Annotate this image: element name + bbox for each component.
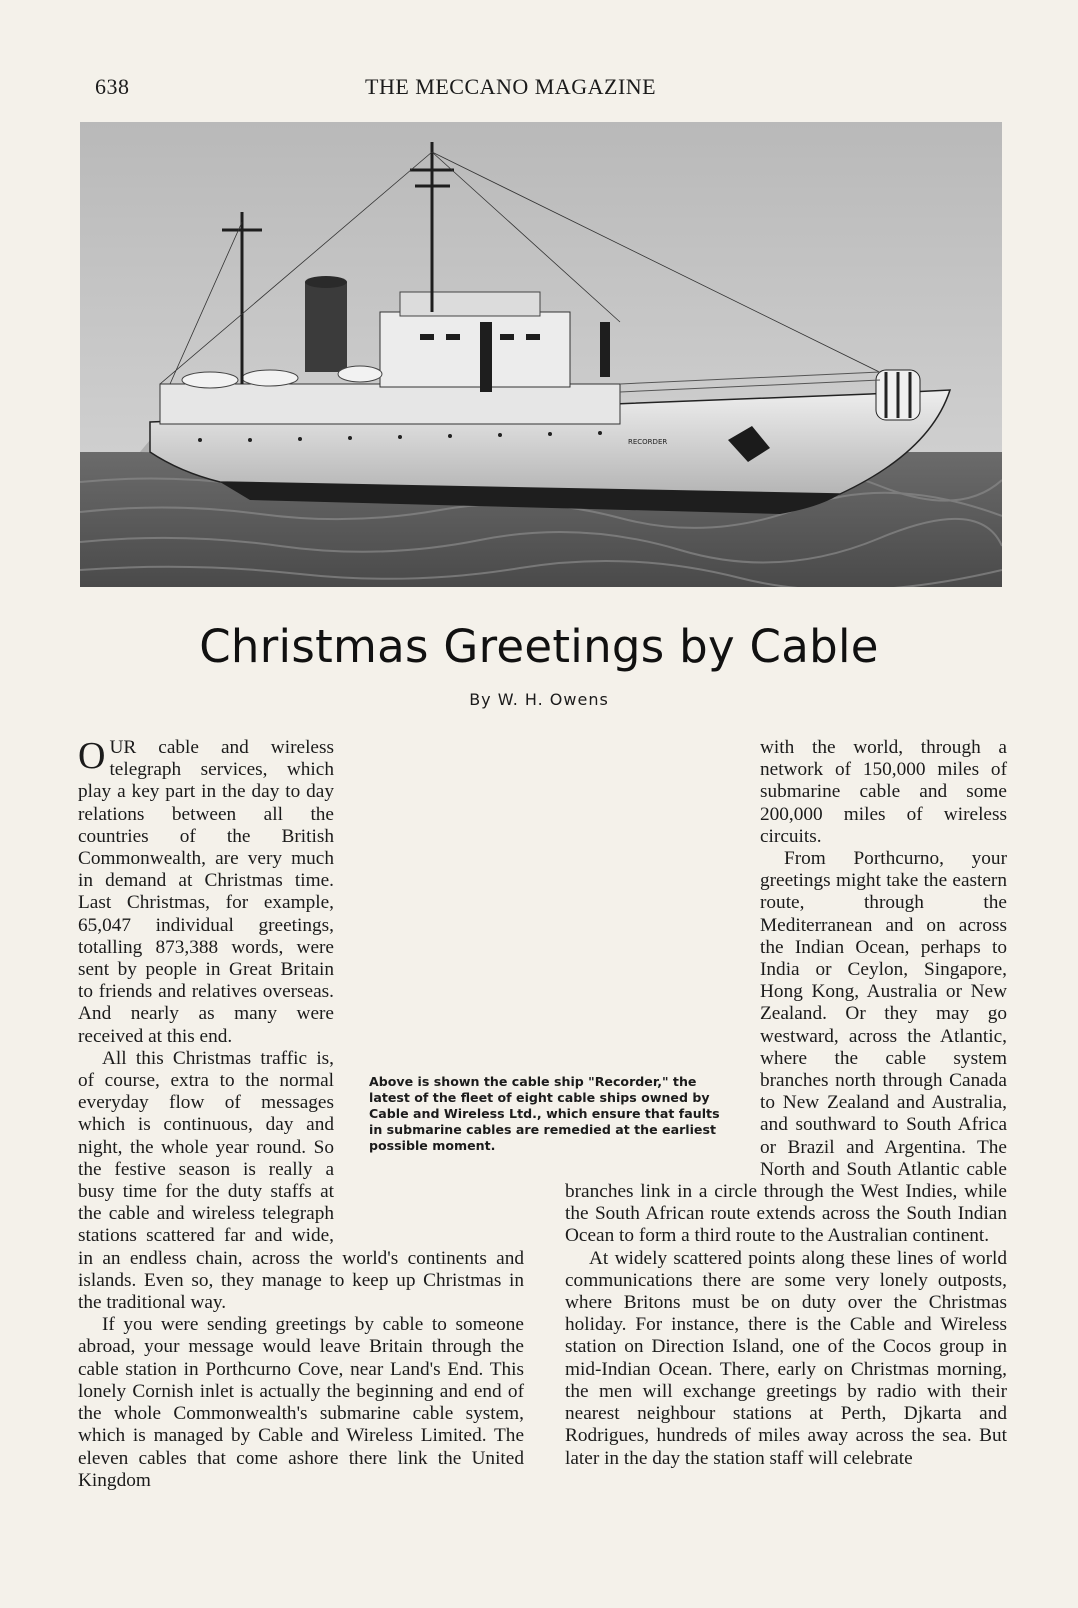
magazine-title: THE MECCANO MAGAZINE <box>365 74 657 99</box>
page-header <box>95 74 715 106</box>
paragraph: At widely scattered points along these lines of world communications there are some very lonely outposts, where Britons must be on duty over the Christmas holiday. For instance, there is the Cable and Wireless station on Direction Island, one of the Cocos group in mid-Indian Ocean. There, early on Christmas morning, the men will exchange greetings by radio with their nearest neighbour stations at Perth, Djkarta and Rodrigues, hundreds of miles away across the sea. But later in the day the station staff will celebrate <box>565 1247 1007 1469</box>
ship-photo <box>80 122 1002 587</box>
paragraph: From Porthcurno, your greetings might take the eastern route, through the Mediterranean and on across the Indian Ocean, perhaps to India or Ceylon, Singapore, Hong Kong, Australia or New Zealand. Or they may go westward, across the Atlantic, where the cable system branches north through Canada to New Zealand and Australia, and southward to South Africa or Brazil and Argentina. The North and South Atlantic cable branches link in a circle through the West Indies, while the South African route extends across the South Indian Ocean to form a third route to the Australian continent. <box>565 848 1007 1247</box>
paragraph: If you were sending greetings by cable to someone abroad, your message would leave Britain through the cable station in Porthcurno Cove, near Land's End. This lonely Cornish inlet is actually the beginning and end of the whole Commonwealth's submarine cable system, which is managed by Cable and Wireless Limited. The eleven cables that come ashore there link the United Kingdom <box>78 1314 524 1491</box>
photo-caption: Above is shown the cable ship "Recorder," the latest of the fleet of eight cable ships owned by Cable and Wireless Ltd., which ensure that faults in submarine cables are remedied at the earliest possible moment. <box>369 1074 720 1153</box>
drop-cap: O <box>78 735 106 777</box>
paragraph: with the world, through a network of 150,000 miles of submarine cable and some 200,000 miles of wireless circuits. <box>760 737 1007 847</box>
hull-name: RECORDER <box>628 438 668 446</box>
article-title: Christmas Greetings by Cable <box>199 620 879 673</box>
paragraph: OUR cable and wireless telegraph services, which play a key part in the day to day relations between all the countries of the British Commonwealth, are very much in demand at Christmas time. Last Christmas, for example, 65,047 individual greetings, totalling 873,388 words, were sent by people in Great Britain to friends and relatives overseas. And nearly as many were received at this end. <box>78 735 334 1047</box>
paragraph: All this Christmas traffic is, of course, extra to the normal everyday flow of messages which is continuous, day and night, the whole year round. So the festive season is really a busy time for the duty staffs at the cable and wireless telegraph stations scattered far and wide, in an endless chain, across the world's continents and islands. Even so, they manage to keep up Christmas in the traditional way. <box>78 1047 524 1314</box>
page-number: 638 <box>95 74 130 99</box>
byline: By W. H. Owens <box>469 690 609 709</box>
